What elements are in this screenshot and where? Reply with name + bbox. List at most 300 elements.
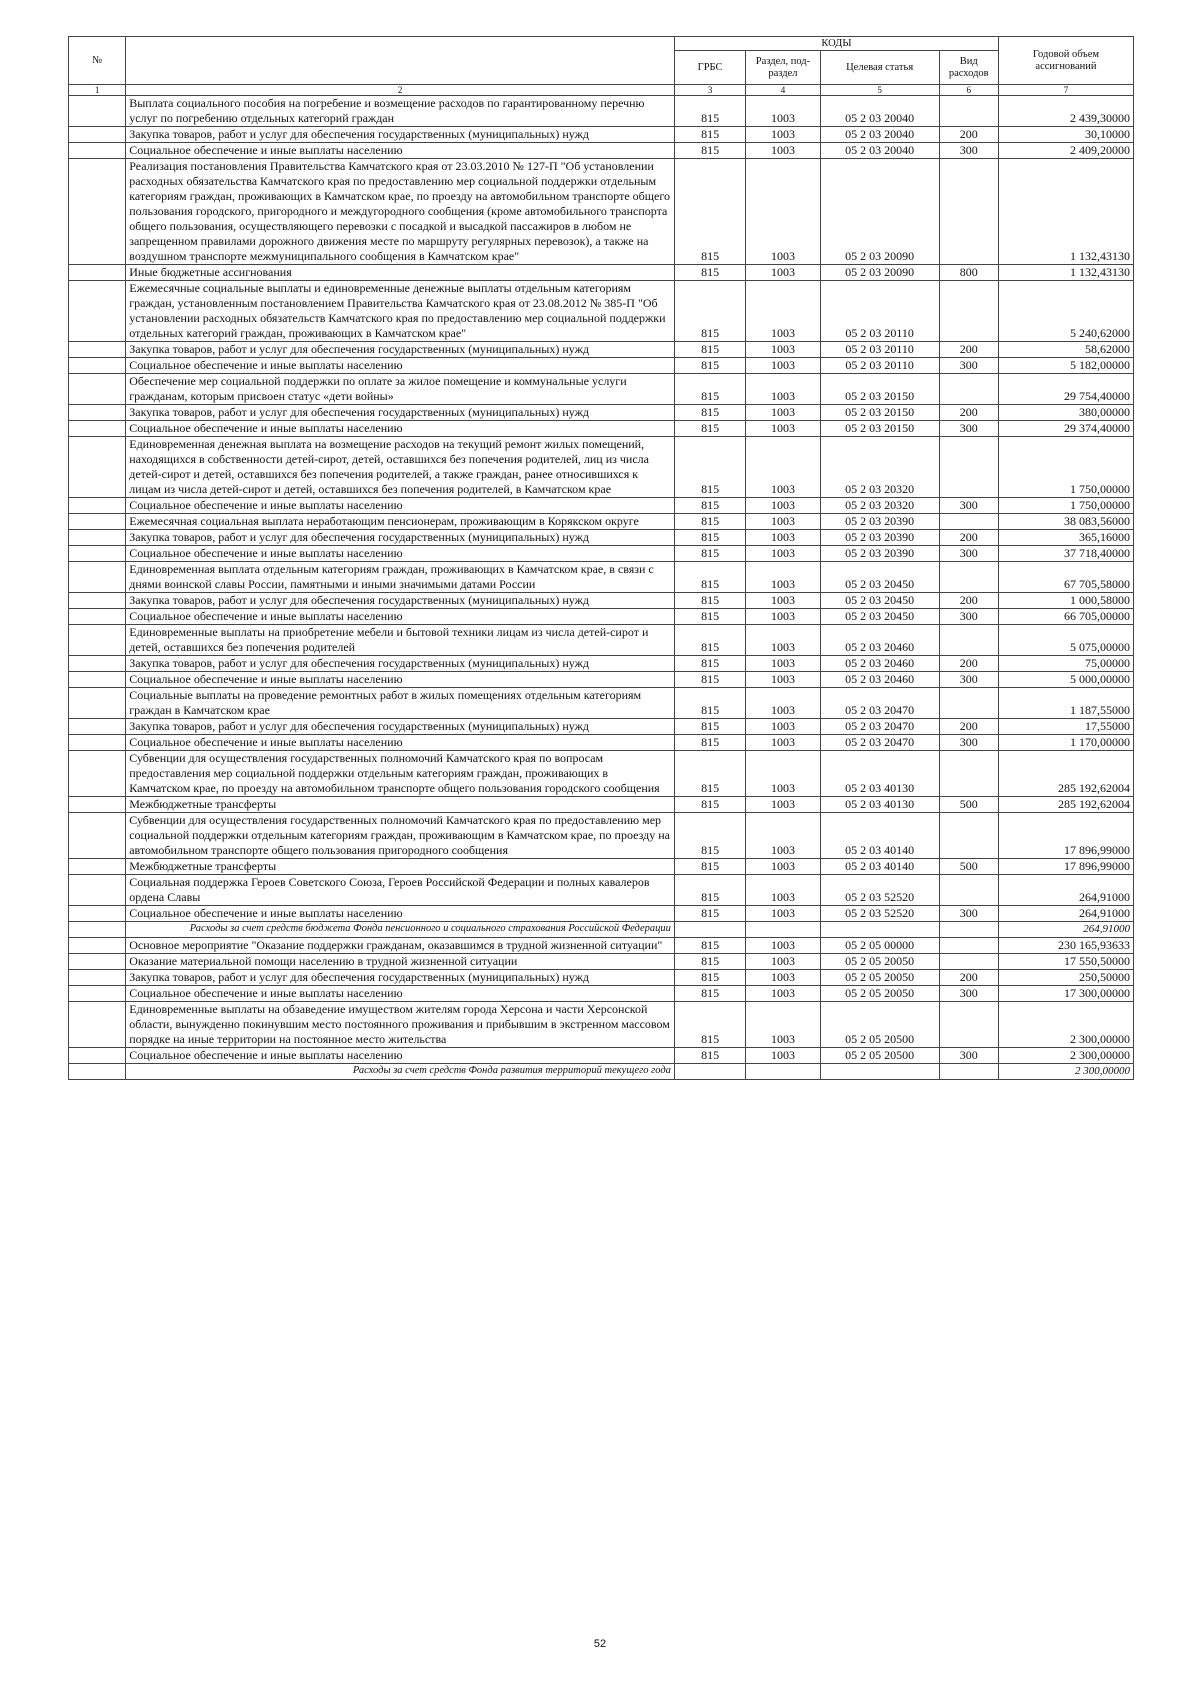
- cell-grbs: 815: [674, 265, 745, 281]
- cell-sum: 17,55000: [998, 719, 1133, 735]
- budget-table: [68, 36, 1134, 1080]
- cell-number: [69, 1002, 126, 1048]
- header-number: №: [69, 37, 126, 85]
- cell-vid: 800: [939, 265, 998, 281]
- table-row: [69, 530, 1134, 546]
- cell-vid: 300: [939, 609, 998, 625]
- cell-celevaya: 05 2 03 20090: [820, 159, 939, 265]
- cell-sum: 38 083,56000: [998, 514, 1133, 530]
- header-sum: Годовой объем ассигнований: [998, 37, 1133, 85]
- cell-celevaya: 05 2 03 20110: [820, 358, 939, 374]
- cell-number: [69, 813, 126, 859]
- cell-grbs: 815: [674, 342, 745, 358]
- header-razdel: Раздел, под-раздел: [746, 51, 821, 85]
- cell-vid: 300: [939, 906, 998, 922]
- table-row: [69, 437, 1134, 498]
- cell-razdel: 1003: [746, 609, 821, 625]
- table-row: [69, 593, 1134, 609]
- cell-sum: 17 896,99000: [998, 859, 1133, 875]
- cell-number: [69, 859, 126, 875]
- cell-razdel: 1003: [746, 405, 821, 421]
- cell-number: [69, 593, 126, 609]
- cell-name: Ежемесячные социальные выплаты и единовременные денежные выплаты отдельным категориям граждан, установленным постановлением Правительства Камчатского края от 23.08.2012 № 385-П "Об установлении расходных обязательств Камчатского края по предоставлению мер социальной поддержки отдельных категорий граждан, проживающих в Камчатском крае": [126, 281, 675, 342]
- table-row: [69, 281, 1134, 342]
- cell-number: [69, 986, 126, 1002]
- cell-vid: [939, 374, 998, 405]
- cell-razdel: 1003: [746, 751, 821, 797]
- cell-sum: 75,00000: [998, 656, 1133, 672]
- cell-number: [69, 625, 126, 656]
- cell-vid: 200: [939, 127, 998, 143]
- cell-celevaya: 05 2 03 20110: [820, 281, 939, 342]
- table-row: [69, 514, 1134, 530]
- cell-sum: 5 240,62000: [998, 281, 1133, 342]
- cell-razdel: 1003: [746, 374, 821, 405]
- cell-name: Оказание материальной помощи населению в трудной жизненной ситуации: [126, 954, 675, 970]
- cell-number: [69, 96, 126, 127]
- cell-number: [69, 405, 126, 421]
- cell-number: [69, 1048, 126, 1064]
- cell-vid: 500: [939, 797, 998, 813]
- cell-grbs: 815: [674, 1048, 745, 1064]
- cell-number: [69, 127, 126, 143]
- cell-number: [69, 265, 126, 281]
- cell-vid: [939, 96, 998, 127]
- table-row: [69, 986, 1134, 1002]
- cell-name: Расходы за счет средств бюджета Фонда пенсионного и социального страхования Российской Федерации: [126, 922, 675, 938]
- cell-sum: 1 170,00000: [998, 735, 1133, 751]
- table-row: [69, 358, 1134, 374]
- cell-grbs: 815: [674, 1002, 745, 1048]
- cell-vid: 300: [939, 735, 998, 751]
- cell-name: Социальное обеспечение и иные выплаты населению: [126, 906, 675, 922]
- cell-number: [69, 922, 126, 938]
- cell-number: [69, 358, 126, 374]
- cell-name: Социальные выплаты на проведение ремонтных работ в жилых помещениях отдельным категориям граждан в Камчатском крае: [126, 688, 675, 719]
- cell-number: [69, 970, 126, 986]
- cell-name: Закупка товаров, работ и услуг для обеспечения государственных (муниципальных) нужд: [126, 405, 675, 421]
- cell-name: Ежемесячная социальная выплата неработающим пенсионерам, проживающим в Корякском округе: [126, 514, 675, 530]
- cell-name: Единовременные выплаты на обзаведение имуществом жителям города Херсона и части Херсонской области, вынужденно покинувшим место постоянного проживания и прибывшим в экстренном массовом порядке на иные территории на постоянное место жительства: [126, 1002, 675, 1048]
- cell-celevaya: 05 2 03 20450: [820, 609, 939, 625]
- cell-razdel: 1003: [746, 498, 821, 514]
- cell-razdel: 1003: [746, 342, 821, 358]
- cell-razdel: [746, 1064, 821, 1080]
- cell-razdel: 1003: [746, 514, 821, 530]
- cell-razdel: 1003: [746, 265, 821, 281]
- cell-sum: 1 132,43130: [998, 159, 1133, 265]
- cell-sum: 365,16000: [998, 530, 1133, 546]
- cell-vid: 300: [939, 546, 998, 562]
- cell-number: [69, 530, 126, 546]
- cell-grbs: 815: [674, 954, 745, 970]
- cell-grbs: 815: [674, 593, 745, 609]
- cell-razdel: 1003: [746, 127, 821, 143]
- cell-name: Субвенции для осуществления государственных полномочий Камчатского края по вопросам предоставления мер социальной поддержки отдельным категориям граждан, проживающих в Камчатском крае, по проезду на автомобильном транспорте общего пользования городского сообщения: [126, 751, 675, 797]
- col-index: 4: [746, 85, 821, 96]
- cell-name: Единовременная выплата отдельным категориям граждан, проживающих в Камчатском крае, в связи с днями воинской славы России, памятными и иными значимыми датами России: [126, 562, 675, 593]
- cell-number: [69, 281, 126, 342]
- cell-grbs: 815: [674, 159, 745, 265]
- cell-number: [69, 546, 126, 562]
- cell-sum: 66 705,00000: [998, 609, 1133, 625]
- cell-sum: 380,00000: [998, 405, 1133, 421]
- cell-celevaya: 05 2 03 20450: [820, 593, 939, 609]
- cell-name: Межбюджетные трансферты: [126, 797, 675, 813]
- cell-celevaya: [820, 1064, 939, 1080]
- table-row: [69, 1002, 1134, 1048]
- cell-razdel: 1003: [746, 421, 821, 437]
- col-index: 3: [674, 85, 745, 96]
- table-row: [69, 498, 1134, 514]
- cell-name: Социальное обеспечение и иные выплаты населению: [126, 735, 675, 751]
- cell-name: Закупка товаров, работ и услуг для обеспечения государственных (муниципальных) нужд: [126, 593, 675, 609]
- cell-sum: 17 550,50000: [998, 954, 1133, 970]
- cell-grbs: 815: [674, 751, 745, 797]
- col-index: 7: [998, 85, 1133, 96]
- cell-celevaya: 05 2 03 20040: [820, 143, 939, 159]
- cell-razdel: 1003: [746, 530, 821, 546]
- cell-number: [69, 143, 126, 159]
- cell-vid: [939, 1002, 998, 1048]
- cell-razdel: 1003: [746, 970, 821, 986]
- cell-sum: 5 000,00000: [998, 672, 1133, 688]
- cell-name: Закупка товаров, работ и услуг для обеспечения государственных (муниципальных) нужд: [126, 719, 675, 735]
- cell-razdel: 1003: [746, 735, 821, 751]
- cell-sum: 29 754,40000: [998, 374, 1133, 405]
- col-index: 1: [69, 85, 126, 96]
- cell-vid: [939, 938, 998, 954]
- cell-celevaya: 05 2 03 20150: [820, 405, 939, 421]
- cell-sum: 264,91000: [998, 922, 1133, 938]
- cell-celevaya: 05 2 05 20050: [820, 986, 939, 1002]
- cell-number: [69, 421, 126, 437]
- cell-grbs: 815: [674, 875, 745, 906]
- cell-celevaya: 05 2 03 20470: [820, 735, 939, 751]
- cell-number: [69, 374, 126, 405]
- cell-sum: 250,50000: [998, 970, 1133, 986]
- cell-number: [69, 688, 126, 719]
- cell-vid: 200: [939, 530, 998, 546]
- cell-name: Социальное обеспечение и иные выплаты населению: [126, 358, 675, 374]
- cell-razdel: 1003: [746, 546, 821, 562]
- cell-sum: 1 750,00000: [998, 437, 1133, 498]
- cell-sum: 2 300,00000: [998, 1048, 1133, 1064]
- table-row: [69, 970, 1134, 986]
- table-row: [69, 954, 1134, 970]
- table-row: [69, 562, 1134, 593]
- cell-name: Закупка товаров, работ и услуг для обеспечения государственных (муниципальных) нужд: [126, 656, 675, 672]
- cell-grbs: 815: [674, 609, 745, 625]
- cell-razdel: 1003: [746, 143, 821, 159]
- cell-vid: 200: [939, 656, 998, 672]
- cell-number: [69, 342, 126, 358]
- cell-vid: 300: [939, 421, 998, 437]
- cell-celevaya: 05 2 03 20470: [820, 688, 939, 719]
- cell-number: [69, 672, 126, 688]
- cell-name: Единовременные выплаты на приобретение мебели и бытовой техники лицам из числа детей-сирот и детей, оставшихся без попечения родителей: [126, 625, 675, 656]
- table-row: [69, 813, 1134, 859]
- cell-number: [69, 159, 126, 265]
- cell-grbs: 815: [674, 562, 745, 593]
- cell-grbs: 815: [674, 688, 745, 719]
- cell-grbs: 815: [674, 906, 745, 922]
- cell-name: Субвенции для осуществления государственных полномочий Камчатского края по предоставлению мер социальной поддержки отдельным категориям граждан, проживающим в Камчатском крае, по проезду на автомобильном транспорте общего пользования пригородного сообщения: [126, 813, 675, 859]
- table-row: [69, 672, 1134, 688]
- cell-vid: 200: [939, 593, 998, 609]
- cell-celevaya: 05 2 03 52520: [820, 875, 939, 906]
- fund-summary-row: [69, 1064, 1134, 1080]
- cell-celevaya: 05 2 03 20150: [820, 374, 939, 405]
- cell-razdel: 1003: [746, 813, 821, 859]
- cell-celevaya: [820, 922, 939, 938]
- cell-vid: 300: [939, 672, 998, 688]
- cell-celevaya: 05 2 03 20470: [820, 719, 939, 735]
- header-grbs: ГРБС: [674, 51, 745, 85]
- cell-grbs: 815: [674, 938, 745, 954]
- cell-vid: [939, 281, 998, 342]
- cell-number: [69, 751, 126, 797]
- cell-celevaya: 05 2 03 20320: [820, 437, 939, 498]
- cell-celevaya: 05 2 03 40140: [820, 813, 939, 859]
- cell-celevaya: 05 2 03 20090: [820, 265, 939, 281]
- cell-number: [69, 938, 126, 954]
- cell-razdel: 1003: [746, 875, 821, 906]
- header-name: [126, 37, 675, 85]
- cell-razdel: 1003: [746, 938, 821, 954]
- col-index: 5: [820, 85, 939, 96]
- cell-number: [69, 875, 126, 906]
- cell-vid: [939, 1064, 998, 1080]
- cell-grbs: 815: [674, 970, 745, 986]
- cell-celevaya: 05 2 03 52520: [820, 906, 939, 922]
- cell-grbs: 815: [674, 498, 745, 514]
- cell-name: Социальное обеспечение и иные выплаты населению: [126, 498, 675, 514]
- cell-celevaya: 05 2 03 20450: [820, 562, 939, 593]
- cell-grbs: [674, 922, 745, 938]
- cell-vid: [939, 514, 998, 530]
- cell-razdel: 1003: [746, 797, 821, 813]
- fund-summary-row: [69, 922, 1134, 938]
- cell-name: Социальное обеспечение и иные выплаты населению: [126, 143, 675, 159]
- cell-sum: 17 300,00000: [998, 986, 1133, 1002]
- table-row: [69, 143, 1134, 159]
- header-codes: КОДЫ: [674, 37, 998, 51]
- table-row: [69, 1048, 1134, 1064]
- cell-celevaya: 05 2 03 20390: [820, 530, 939, 546]
- cell-razdel: 1003: [746, 986, 821, 1002]
- cell-name: Социальное обеспечение и иные выплаты населению: [126, 546, 675, 562]
- cell-number: [69, 609, 126, 625]
- cell-celevaya: 05 2 05 20500: [820, 1002, 939, 1048]
- cell-sum: 264,91000: [998, 875, 1133, 906]
- cell-celevaya: 05 2 03 20110: [820, 342, 939, 358]
- cell-razdel: 1003: [746, 672, 821, 688]
- table-row: [69, 656, 1134, 672]
- cell-name: Социальное обеспечение и иные выплаты населению: [126, 1048, 675, 1064]
- cell-number: [69, 954, 126, 970]
- table-row: [69, 797, 1134, 813]
- table-row: [69, 609, 1134, 625]
- table-row: [69, 688, 1134, 719]
- table-row: [69, 859, 1134, 875]
- cell-name: Выплата социального пособия на погребение и возмещение расходов по гарантированному перечню услуг по погребению отдельных категорий граждан: [126, 96, 675, 127]
- table-row: [69, 96, 1134, 127]
- cell-vid: [939, 437, 998, 498]
- cell-name: Обеспечение мер социальной поддержки по оплате за жилое помещение и коммунальные услуги гражданам, которым присвоен статус «дети войны»: [126, 374, 675, 405]
- cell-grbs: 815: [674, 514, 745, 530]
- cell-vid: 300: [939, 1048, 998, 1064]
- cell-grbs: 815: [674, 735, 745, 751]
- cell-celevaya: 05 2 03 20390: [820, 514, 939, 530]
- cell-vid: 300: [939, 358, 998, 374]
- cell-celevaya: 05 2 03 40130: [820, 797, 939, 813]
- page-number: 52: [593, 1638, 607, 1650]
- col-index: 6: [939, 85, 998, 96]
- cell-celevaya: 05 2 03 40140: [820, 859, 939, 875]
- cell-number: [69, 498, 126, 514]
- cell-razdel: 1003: [746, 719, 821, 735]
- table-row: [69, 625, 1134, 656]
- cell-razdel: 1003: [746, 656, 821, 672]
- table-row: [69, 751, 1134, 797]
- cell-celevaya: 05 2 03 20040: [820, 127, 939, 143]
- table-row: [69, 546, 1134, 562]
- cell-name: Единовременная денежная выплата на возмещение расходов на текущий ремонт жилых помещений, находящихся в собственности детей-сирот, детей, оставшихся без попечения родителей, лиц из числа детей-сирот и детей, оставшихся без попечения родителей, а также граждан, ранее относившихся к лицам из числа детей-сирот и детей, оставшихся без попечения родителей, в Камчатском крае: [126, 437, 675, 498]
- cell-celevaya: 05 2 05 20050: [820, 970, 939, 986]
- cell-vid: [939, 922, 998, 938]
- table-row: [69, 159, 1134, 265]
- cell-grbs: 815: [674, 405, 745, 421]
- cell-number: [69, 437, 126, 498]
- cell-grbs: 815: [674, 96, 745, 127]
- cell-vid: [939, 688, 998, 719]
- cell-name: Социальное обеспечение и иные выплаты населению: [126, 421, 675, 437]
- cell-razdel: 1003: [746, 159, 821, 265]
- table-row: [69, 374, 1134, 405]
- cell-sum: 58,62000: [998, 342, 1133, 358]
- cell-sum: 264,91000: [998, 906, 1133, 922]
- cell-celevaya: 05 2 03 20390: [820, 546, 939, 562]
- cell-vid: [939, 813, 998, 859]
- cell-number: [69, 735, 126, 751]
- cell-sum: 2 300,00000: [998, 1064, 1133, 1080]
- table-row: [69, 875, 1134, 906]
- cell-vid: 500: [939, 859, 998, 875]
- cell-sum: 37 718,40000: [998, 546, 1133, 562]
- cell-vid: [939, 625, 998, 656]
- cell-vid: 300: [939, 498, 998, 514]
- cell-number: [69, 562, 126, 593]
- cell-razdel: 1003: [746, 688, 821, 719]
- cell-number: [69, 1064, 126, 1080]
- table-row: [69, 719, 1134, 735]
- cell-celevaya: 05 2 03 20040: [820, 96, 939, 127]
- cell-razdel: 1003: [746, 562, 821, 593]
- cell-vid: [939, 875, 998, 906]
- table-row: [69, 405, 1134, 421]
- cell-sum: 1 000,58000: [998, 593, 1133, 609]
- cell-name: Социальное обеспечение и иные выплаты населению: [126, 672, 675, 688]
- cell-razdel: [746, 922, 821, 938]
- cell-grbs: 815: [674, 437, 745, 498]
- cell-grbs: 815: [674, 127, 745, 143]
- cell-sum: 1 187,55000: [998, 688, 1133, 719]
- cell-name: Социальная поддержка Героев Советского Союза, Героев Российской Федерации и полных кавалеров ордена Славы: [126, 875, 675, 906]
- cell-name: Закупка товаров, работ и услуг для обеспечения государственных (муниципальных) нужд: [126, 530, 675, 546]
- table-row: [69, 127, 1134, 143]
- cell-name: Расходы за счет средств Фонда развития территорий текущего года: [126, 1064, 675, 1080]
- header-celevaya: Целевая статья: [820, 51, 939, 85]
- cell-name: Социальное обеспечение и иные выплаты населению: [126, 986, 675, 1002]
- cell-celevaya: 05 2 03 20460: [820, 656, 939, 672]
- cell-vid: 200: [939, 719, 998, 735]
- cell-grbs: 815: [674, 986, 745, 1002]
- cell-sum: 285 192,62004: [998, 797, 1133, 813]
- cell-razdel: 1003: [746, 625, 821, 656]
- cell-number: [69, 906, 126, 922]
- table-row: [69, 735, 1134, 751]
- cell-grbs: [674, 1064, 745, 1080]
- cell-grbs: 815: [674, 813, 745, 859]
- cell-razdel: 1003: [746, 1048, 821, 1064]
- table-row: [69, 906, 1134, 922]
- cell-sum: 1 750,00000: [998, 498, 1133, 514]
- cell-celevaya: 05 2 03 20460: [820, 672, 939, 688]
- cell-vid: [939, 954, 998, 970]
- cell-vid: 200: [939, 405, 998, 421]
- cell-sum: 2 409,20000: [998, 143, 1133, 159]
- cell-name: Иные бюджетные ассигнования: [126, 265, 675, 281]
- cell-razdel: 1003: [746, 593, 821, 609]
- cell-sum: 2 300,00000: [998, 1002, 1133, 1048]
- header-vid: Вид расходов: [939, 51, 998, 85]
- table-row: [69, 938, 1134, 954]
- cell-sum: 1 132,43130: [998, 265, 1133, 281]
- cell-razdel: 1003: [746, 358, 821, 374]
- cell-name: Закупка товаров, работ и услуг для обеспечения государственных (муниципальных) нужд: [126, 342, 675, 358]
- cell-celevaya: 05 2 05 20050: [820, 954, 939, 970]
- cell-number: [69, 514, 126, 530]
- cell-razdel: 1003: [746, 437, 821, 498]
- cell-grbs: 815: [674, 719, 745, 735]
- cell-number: [69, 656, 126, 672]
- cell-grbs: 815: [674, 358, 745, 374]
- cell-sum: 29 374,40000: [998, 421, 1133, 437]
- cell-vid: 300: [939, 986, 998, 1002]
- cell-name: Закупка товаров, работ и услуг для обеспечения государственных (муниципальных) нужд: [126, 970, 675, 986]
- cell-grbs: 815: [674, 797, 745, 813]
- cell-grbs: 815: [674, 656, 745, 672]
- cell-name: Закупка товаров, работ и услуг для обеспечения государственных (муниципальных) нужд: [126, 127, 675, 143]
- cell-name: Реализация постановления Правительства Камчатского края от 23.03.2010 № 127-П "Об установлении расходных обязательства Камчатского края по предоставлению мер социальной поддержки отдельным категориям граждан, проживающих в Камчатском крае, по проезду на автомобильном транспорте общего пользования городского, пригородного и междугородного сообщения (кроме автомобильного транспорта общего пользования, осуществляющего перевозки с посадкой и высадкой пассажиров в любом не запрещенном правилами дорожного движения месте по маршруту регулярных перевозок), а также на воздушном транспорте межмуниципального сообщения в Камчатском крае": [126, 159, 675, 265]
- cell-grbs: 815: [674, 530, 745, 546]
- cell-celevaya: 05 2 05 00000: [820, 938, 939, 954]
- cell-name: Межбюджетные трансферты: [126, 859, 675, 875]
- table-row: [69, 265, 1134, 281]
- cell-sum: 5 075,00000: [998, 625, 1133, 656]
- cell-sum: 2 439,30000: [998, 96, 1133, 127]
- cell-grbs: 815: [674, 421, 745, 437]
- cell-grbs: 815: [674, 625, 745, 656]
- cell-grbs: 815: [674, 859, 745, 875]
- cell-vid: 200: [939, 342, 998, 358]
- cell-celevaya: 05 2 03 20150: [820, 421, 939, 437]
- cell-razdel: 1003: [746, 954, 821, 970]
- cell-sum: 230 165,93633: [998, 938, 1133, 954]
- cell-number: [69, 719, 126, 735]
- cell-name: Социальное обеспечение и иные выплаты населению: [126, 609, 675, 625]
